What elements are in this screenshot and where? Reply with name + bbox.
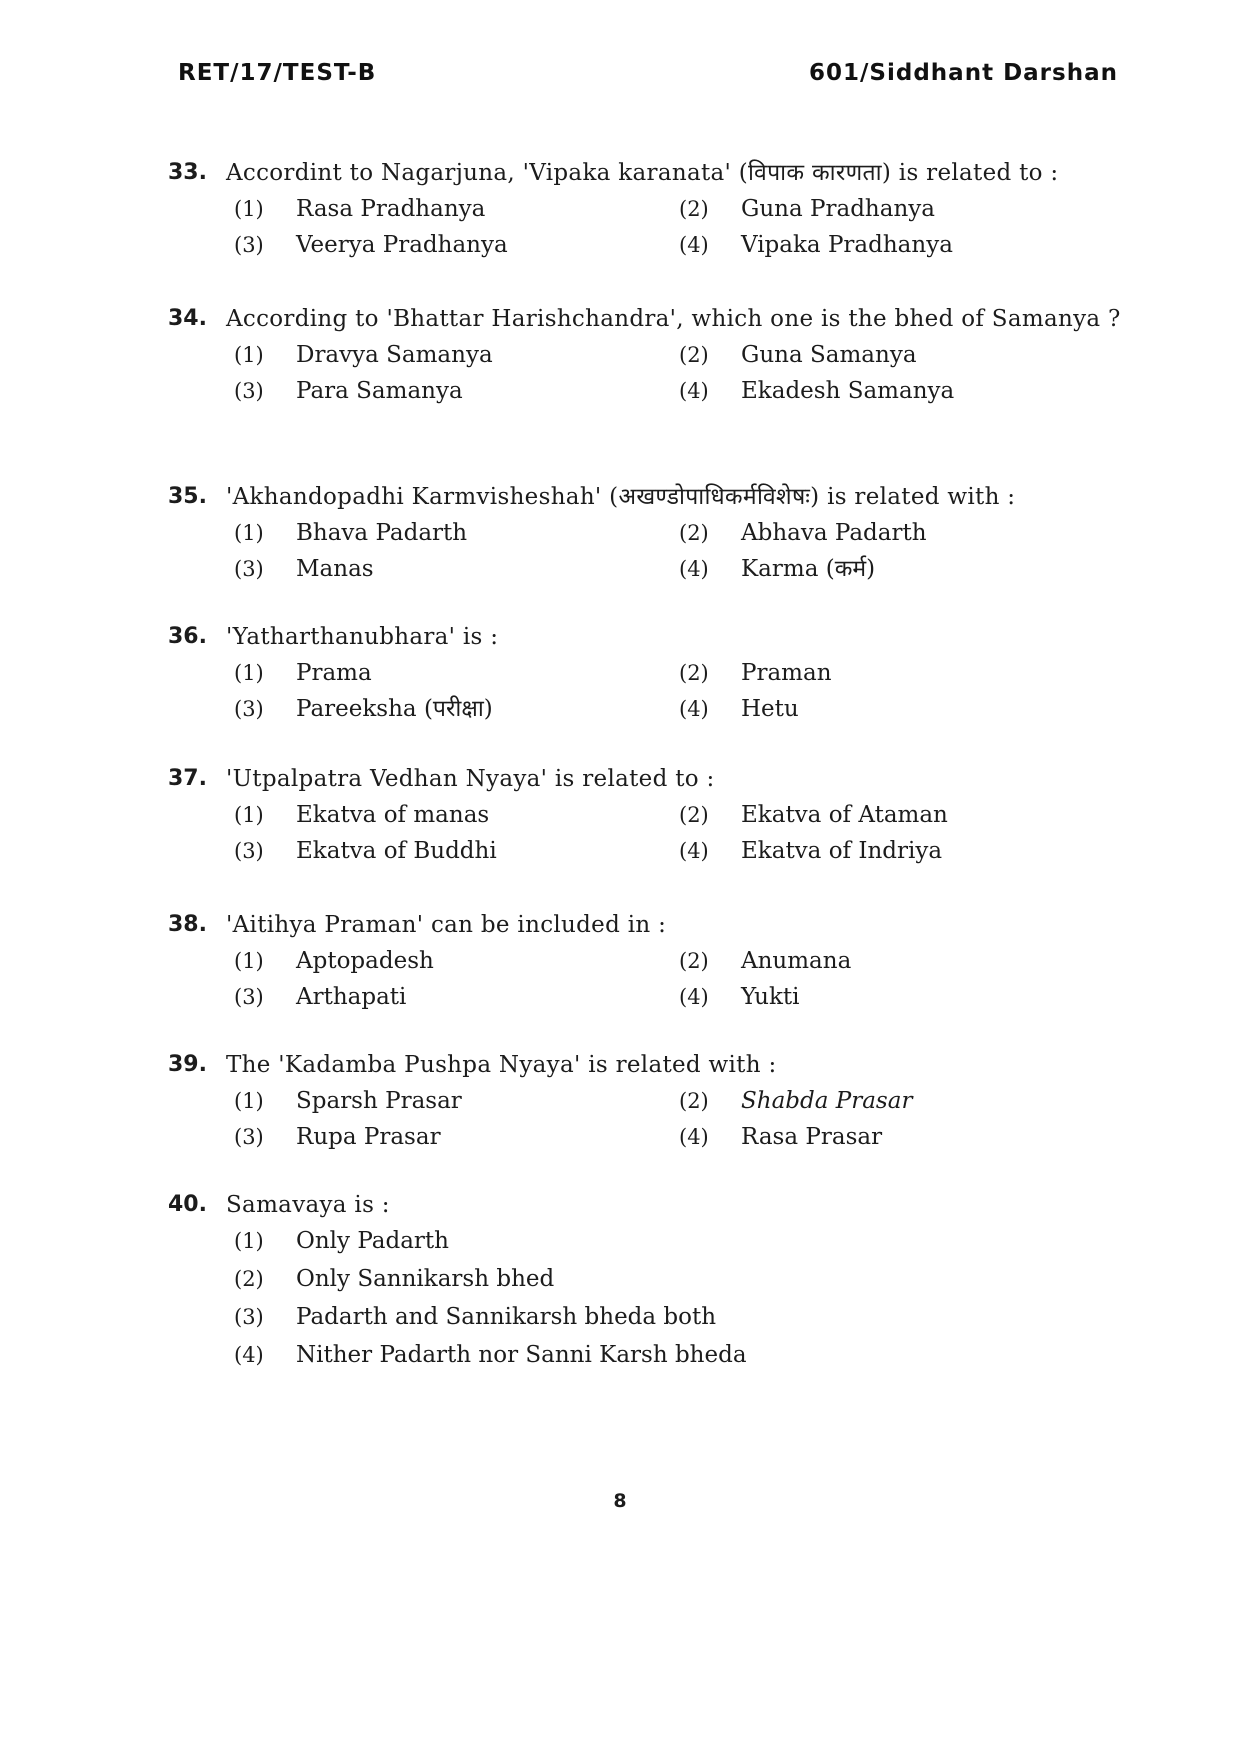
option-number: (1) bbox=[234, 1229, 264, 1253]
question-text: 'Aitihya Praman' can be included in : bbox=[226, 912, 667, 938]
option-number: (3) bbox=[234, 379, 264, 403]
option-1 bbox=[234, 1088, 679, 1114]
option-text: Hetu bbox=[741, 696, 799, 722]
option-number: (2) bbox=[679, 197, 709, 221]
option-3 bbox=[234, 1124, 679, 1150]
option-number: (2) bbox=[234, 1267, 264, 1291]
option-2 bbox=[679, 660, 1124, 686]
option-number: (3) bbox=[234, 697, 264, 721]
option-1 bbox=[234, 520, 679, 546]
option-number: (1) bbox=[234, 1089, 264, 1113]
option-3 bbox=[234, 1304, 1124, 1330]
question-40 bbox=[168, 1192, 1128, 1368]
option-number: (3) bbox=[234, 839, 264, 863]
option-3 bbox=[234, 838, 679, 864]
option-number: (3) bbox=[234, 557, 264, 581]
question-text: Accordint to Nagarjuna, 'Vipaka karanata' (विपाक कारणता) is related to : bbox=[226, 160, 1059, 186]
option-number: (4) bbox=[679, 839, 709, 863]
option-1 bbox=[234, 802, 679, 828]
option-text: Nither Padarth nor Sanni Karsh bheda bbox=[296, 1342, 747, 1368]
option-2 bbox=[679, 196, 1124, 222]
option-3 bbox=[234, 556, 679, 582]
question-number: 39. bbox=[168, 1052, 207, 1077]
option-number: (2) bbox=[679, 949, 709, 973]
header-subject: 601/Siddhant Darshan bbox=[809, 60, 1118, 86]
option-number: (4) bbox=[679, 1125, 709, 1149]
options-list bbox=[234, 196, 1128, 258]
option-4 bbox=[679, 556, 1124, 582]
option-number: (1) bbox=[234, 661, 264, 685]
options-list bbox=[234, 948, 1128, 1010]
question-text: 'Akhandopadhi Karmvisheshah' (अखण्डोपाधिकर्मविशेषः) is related with : bbox=[226, 484, 1016, 510]
option-number: (1) bbox=[234, 803, 264, 827]
option-text: Rupa Prasar bbox=[296, 1124, 441, 1150]
option-text: Ekadesh Samanya bbox=[741, 378, 955, 404]
option-text: Aptopadesh bbox=[296, 948, 434, 974]
options-list bbox=[234, 520, 1128, 582]
option-text: Vipaka Pradhanya bbox=[741, 232, 953, 258]
option-2 bbox=[679, 802, 1124, 828]
option-number: (3) bbox=[234, 985, 264, 1009]
option-2 bbox=[234, 1266, 1124, 1292]
option-text: Guna Samanya bbox=[741, 342, 917, 368]
option-text: Padarth and Sannikarsh bheda both bbox=[296, 1304, 717, 1330]
options-list bbox=[234, 660, 1128, 722]
page-number: 8 bbox=[613, 1490, 627, 1512]
option-text: Yukti bbox=[741, 984, 800, 1010]
option-text: Sparsh Prasar bbox=[296, 1088, 462, 1114]
question-number: 36. bbox=[168, 624, 207, 649]
option-text: Rasa Prasar bbox=[741, 1124, 883, 1150]
option-text: Arthapati bbox=[296, 984, 407, 1010]
option-text: Ekatva of Ataman bbox=[741, 802, 948, 828]
option-text: Manas bbox=[296, 556, 374, 582]
option-text: Pareeksha (परीक्षा) bbox=[296, 696, 493, 722]
option-number: (4) bbox=[679, 233, 709, 257]
option-text: Ekatva of Buddhi bbox=[296, 838, 497, 864]
option-2 bbox=[679, 342, 1124, 368]
option-number: (4) bbox=[679, 379, 709, 403]
question-number: 34. bbox=[168, 306, 207, 331]
option-text: Ekatva of Indriya bbox=[741, 838, 943, 864]
option-4 bbox=[679, 232, 1124, 258]
option-3 bbox=[234, 696, 679, 722]
option-4 bbox=[679, 984, 1124, 1010]
option-number: (2) bbox=[679, 803, 709, 827]
option-4 bbox=[679, 838, 1124, 864]
question-37 bbox=[168, 766, 1128, 864]
option-number: (2) bbox=[679, 661, 709, 685]
question-number: 40. bbox=[168, 1192, 207, 1217]
option-text: Guna Pradhanya bbox=[741, 196, 935, 222]
option-text: Shabda Prasar bbox=[741, 1088, 913, 1114]
question-33 bbox=[168, 160, 1128, 258]
option-number: (2) bbox=[679, 1089, 709, 1113]
option-number: (3) bbox=[234, 233, 264, 257]
option-text: Rasa Pradhanya bbox=[296, 196, 486, 222]
option-1 bbox=[234, 196, 679, 222]
option-text: Abhava Padarth bbox=[741, 520, 927, 546]
options-list bbox=[234, 1088, 1128, 1150]
option-number: (4) bbox=[679, 557, 709, 581]
question-number: 35. bbox=[168, 484, 207, 509]
option-3 bbox=[234, 232, 679, 258]
question-35 bbox=[168, 484, 1128, 582]
option-text: Anumana bbox=[741, 948, 852, 974]
question-number: 37. bbox=[168, 766, 207, 791]
options-list bbox=[234, 342, 1128, 404]
option-text: Ekatva of manas bbox=[296, 802, 490, 828]
question-36 bbox=[168, 624, 1128, 722]
option-text: Only Sannikarsh bhed bbox=[296, 1266, 555, 1292]
options-list bbox=[234, 802, 1128, 864]
option-text: Veerya Pradhanya bbox=[296, 232, 508, 258]
option-number: (2) bbox=[679, 521, 709, 545]
option-number: (1) bbox=[234, 197, 264, 221]
option-3 bbox=[234, 984, 679, 1010]
option-number: (3) bbox=[234, 1305, 264, 1329]
option-4 bbox=[679, 1124, 1124, 1150]
option-4 bbox=[234, 1342, 1124, 1368]
question-34 bbox=[168, 306, 1128, 404]
option-number: (3) bbox=[234, 1125, 264, 1149]
question-number: 33. bbox=[168, 160, 207, 185]
question-text: The 'Kadamba Pushpa Nyaya' is related with : bbox=[226, 1052, 777, 1078]
option-2 bbox=[679, 520, 1124, 546]
option-text: Bhava Padarth bbox=[296, 520, 468, 546]
question-text: 'Utpalpatra Vedhan Nyaya' is related to : bbox=[226, 766, 715, 792]
option-4 bbox=[679, 696, 1124, 722]
option-number: (4) bbox=[679, 985, 709, 1009]
option-text: Prama bbox=[296, 660, 372, 686]
option-number: (1) bbox=[234, 521, 264, 545]
question-text: According to 'Bhattar Harishchandra', which one is the bhed of Samanya ? bbox=[226, 306, 1121, 332]
option-number: (4) bbox=[679, 697, 709, 721]
question-38 bbox=[168, 912, 1128, 1010]
option-1 bbox=[234, 342, 679, 368]
option-number: (1) bbox=[234, 343, 264, 367]
option-3 bbox=[234, 378, 679, 404]
option-1 bbox=[234, 660, 679, 686]
option-4 bbox=[679, 378, 1124, 404]
option-text: Para Samanya bbox=[296, 378, 463, 404]
option-number: (1) bbox=[234, 949, 264, 973]
option-2 bbox=[679, 948, 1124, 974]
options-list bbox=[234, 1228, 1128, 1368]
option-text: Praman bbox=[741, 660, 832, 686]
question-number: 38. bbox=[168, 912, 207, 937]
option-number: (2) bbox=[679, 343, 709, 367]
option-1 bbox=[234, 948, 679, 974]
question-39 bbox=[168, 1052, 1128, 1150]
option-text: Dravya Samanya bbox=[296, 342, 493, 368]
option-text: Karma (कर्म) bbox=[741, 556, 876, 582]
option-number: (4) bbox=[234, 1343, 264, 1367]
option-1 bbox=[234, 1228, 1124, 1254]
option-text: Only Padarth bbox=[296, 1228, 449, 1254]
question-text: 'Yatharthanubhara' is : bbox=[226, 624, 499, 650]
header-paper-code: RET/17/TEST-B bbox=[178, 60, 377, 86]
question-text: Samavaya is : bbox=[226, 1192, 390, 1218]
option-2 bbox=[679, 1088, 1124, 1114]
